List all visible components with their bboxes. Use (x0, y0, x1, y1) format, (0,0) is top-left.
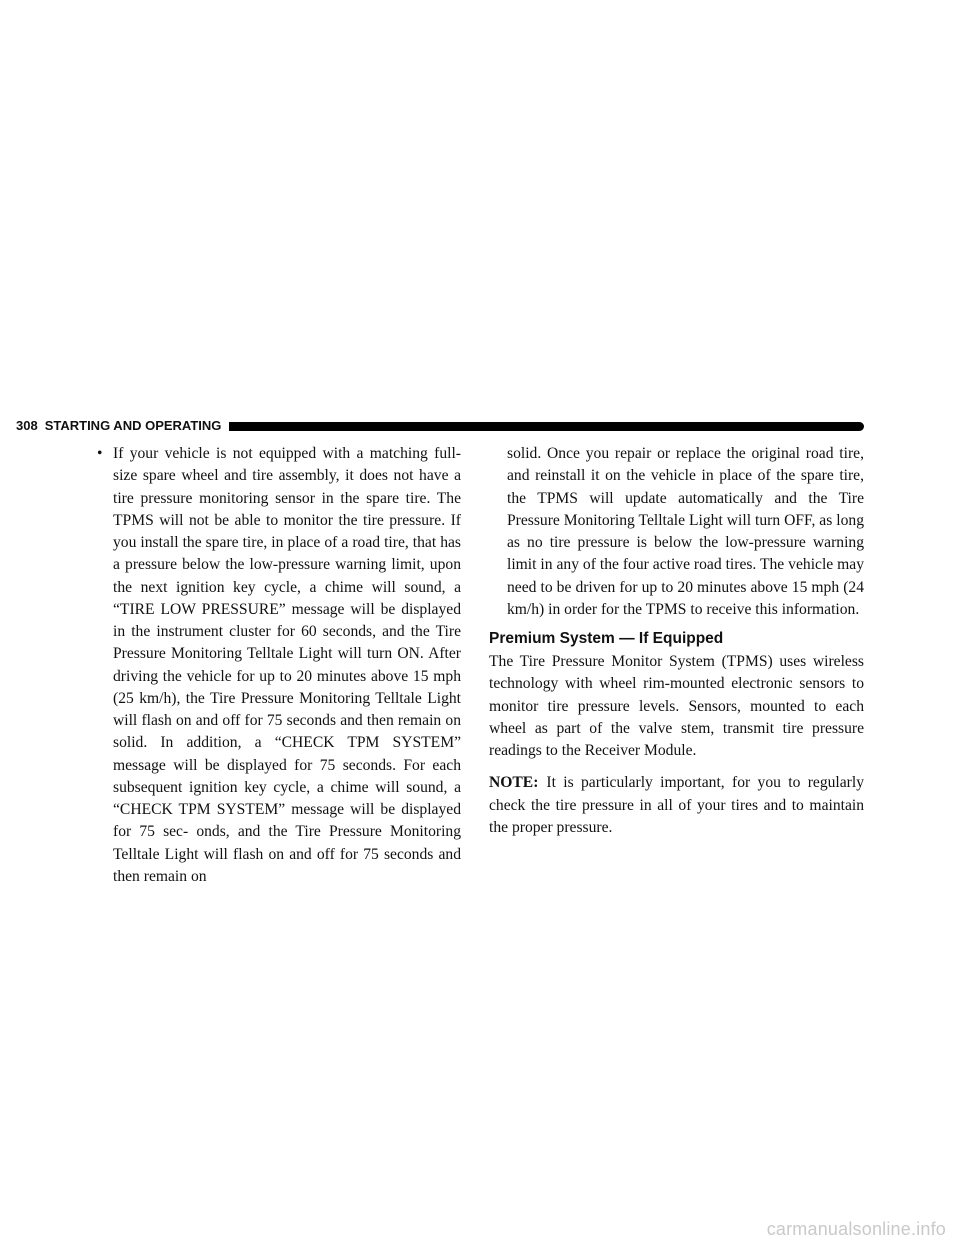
bullet-icon: • (97, 445, 103, 462)
watermark: carmanualsonline.info (766, 1219, 946, 1239)
section-title: STARTING AND OPERATING (44, 418, 222, 433)
bullet-item (91, 443, 461, 888)
page-header (16, 418, 864, 434)
body-paragraph: The Tire Pressure Monitor System (TPMS) uses wireless technology with wheel rim-mounted electronic sensors to monitor tire pressure levels. Sensors, mounted to each wheel as part of the valve stem, transmit tire pressure readings to the Receiver Module. (489, 653, 864, 759)
section-heading: Premium System — If Equipped (489, 630, 724, 647)
note-text: It is particularly important, for you to regularly check the tire pressure in all of your tires and to maintain the proper pressure. (489, 774, 864, 836)
note-label: NOTE: (489, 774, 539, 792)
note-paragraph (489, 772, 864, 839)
continued-bullet-text: solid. Once you repair or replace the original road tire, and reinstall it on the vehicle in place of the spare tire, the TPMS will update automatically and the Tire Pressure Monitoring Telltale Light will turn OFF, as long as no tire pressure is below the low-pressure warning limit in any of the four active road tires. The vehicle may need to be driven for up to 20 minutes above 15 mph (24 km/h) in order for the TPMS to receive this information. (507, 445, 864, 618)
left-column (91, 443, 461, 888)
right-column (489, 443, 864, 849)
header-rule (229, 422, 864, 431)
bullet-text: If your vehicle is not equipped with a matching full-size spare wheel and tire assembly, it does not have a tire pressure monitoring sensor in the spare tire. The TPMS will not be able to monitor the tire pressure. If you install the spare tire, in place of a road tire, that has a pressure below the low-pressure warning limit, upon the next ignition key cycle, a chime will sound, a “TIRE LOW PRESSURE” message will be displayed in the instrument cluster for 60 seconds, and the Tire Pressure Monitoring Telltale Light will turn ON. After driving the vehicle for up to 20 minutes above 15 mph (25 km/h), the Tire Pressure Monitoring Telltale Light will flash on and off for 75 seconds and then remain on solid. In addition, a “CHECK TPM SYSTEM” message will be displayed for 75 seconds. For each subsequent ignition key cycle, a chime will sound, a “CHECK TPM SYSTEM” message will be displayed for 75 sec- onds, and the Tire Pressure Monitoring Telltale Light will flash on and off for 75 seconds and then remain on (113, 445, 461, 885)
page-number: 308 (16, 418, 38, 433)
